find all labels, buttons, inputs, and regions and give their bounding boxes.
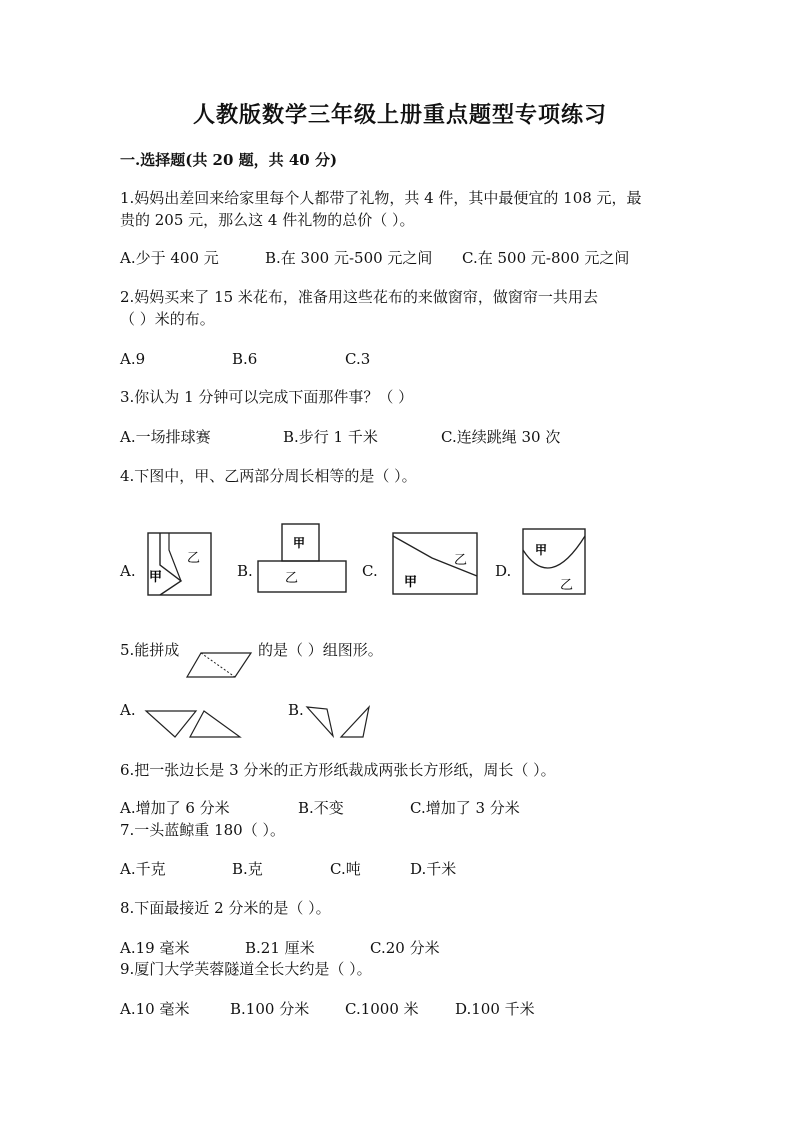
- q8-option-a[interactable]: A.19 毫米: [120, 939, 190, 957]
- q5-figure-b: [303, 703, 378, 743]
- q5-text-post: 的是（ ）组图形。: [258, 641, 383, 659]
- q9-text: 9.厦门大学芙蓉隧道全长大约是（ ）。: [120, 960, 372, 978]
- q4-text: 4.下图中，甲、乙两部分周长相等的是（ ）。: [120, 467, 417, 485]
- q9-option-c[interactable]: C.1000 米: [345, 1000, 419, 1018]
- q7-option-d[interactable]: D.千米: [410, 860, 457, 878]
- q4-b-label-yi: 乙: [285, 571, 299, 586]
- q4-option-c[interactable]: C.: [362, 562, 378, 580]
- q4-figure-d: [520, 526, 590, 598]
- q1-text-line1: 1.妈妈出差回来给家里每个人都带了礼物，共 4 件，其中最便宜的 108 元，最: [120, 189, 642, 207]
- q2-text-line1: 2.妈妈买来了 15 米花布，准备用这些花布的来做窗帘，做窗帘一共用去: [120, 288, 598, 306]
- q4-d-label-yi: 乙: [560, 578, 574, 593]
- q4-figure-b: [255, 520, 350, 595]
- q6-text: 6.把一张边长是 3 分米的正方形纸裁成两张长方形纸，周长（ ）。: [120, 761, 556, 779]
- q4-option-b[interactable]: B.: [237, 562, 253, 580]
- q2-option-c[interactable]: C.3: [345, 350, 371, 368]
- q4-a-label-jia: 甲: [149, 570, 163, 585]
- q2-option-a[interactable]: A.9: [120, 350, 146, 368]
- q4-c-label-jia: 甲: [404, 575, 418, 590]
- q1-option-c[interactable]: C.在 500 元-800 元之间: [462, 249, 630, 267]
- q3-option-b[interactable]: B.步行 1 千米: [283, 428, 378, 446]
- q4-a-label-yi: 乙: [187, 551, 201, 566]
- q3-option-a[interactable]: A.一场排球赛: [120, 428, 211, 446]
- q9-option-d[interactable]: D.100 千米: [455, 1000, 535, 1018]
- q5-option-a[interactable]: A.: [120, 701, 136, 719]
- q7-option-b[interactable]: B.克: [232, 860, 263, 878]
- q5-option-b[interactable]: B.: [288, 701, 304, 719]
- section-heading: 一.选择题(共 20 题，共 40 分): [120, 151, 338, 169]
- q4-figure-a: [145, 528, 215, 598]
- q1-option-b[interactable]: B.在 300 元-500 元之间: [265, 249, 433, 267]
- q9-option-a[interactable]: A.10 毫米: [120, 1000, 190, 1018]
- q9-option-b[interactable]: B.100 分米: [230, 1000, 310, 1018]
- q3-text: 3.你认为 1 分钟可以完成下面那件事？（ ）: [120, 388, 414, 406]
- page-title: 人教版数学三年级上册重点题型专项练习: [192, 102, 607, 128]
- q6-option-c[interactable]: C.增加了 3 分米: [410, 799, 520, 817]
- q4-b-label-jia: 甲: [293, 536, 306, 550]
- q7-option-c[interactable]: C.吨: [330, 860, 361, 878]
- q1-option-a[interactable]: A.少于 400 元: [120, 249, 219, 267]
- q7-text: 7.一头蓝鲸重 180（ ）。: [120, 821, 285, 839]
- q4-option-a[interactable]: A.: [120, 562, 136, 580]
- q5-text-pre: 5.能拼成: [120, 641, 180, 659]
- q6-option-a[interactable]: A.增加了 6 分米: [120, 799, 230, 817]
- q4-figure-c: [390, 528, 480, 598]
- q8-option-c[interactable]: C.20 分米: [370, 939, 440, 957]
- q4-option-d[interactable]: D.: [495, 562, 512, 580]
- q8-option-b[interactable]: B.21 厘米: [245, 939, 315, 957]
- q1-text-line2: 贵的 205 元，那么这 4 件礼物的总价（ ）。: [120, 211, 415, 229]
- q4-c-label-yi: 乙: [454, 553, 468, 568]
- q2-option-b[interactable]: B.6: [232, 350, 258, 368]
- q7-option-a[interactable]: A.千克: [120, 860, 166, 878]
- q2-text-line2: （ ）米的布。: [120, 310, 215, 328]
- q3-option-c[interactable]: C.连续跳绳 30 次: [441, 428, 561, 446]
- q5-parallelogram: [185, 642, 255, 682]
- q8-text: 8.下面最接近 2 分米的是（ ）。: [120, 899, 331, 917]
- q4-d-label-jia: 甲: [535, 543, 548, 557]
- q6-option-b[interactable]: B.不变: [298, 799, 344, 817]
- q5-figure-a: [140, 705, 250, 743]
